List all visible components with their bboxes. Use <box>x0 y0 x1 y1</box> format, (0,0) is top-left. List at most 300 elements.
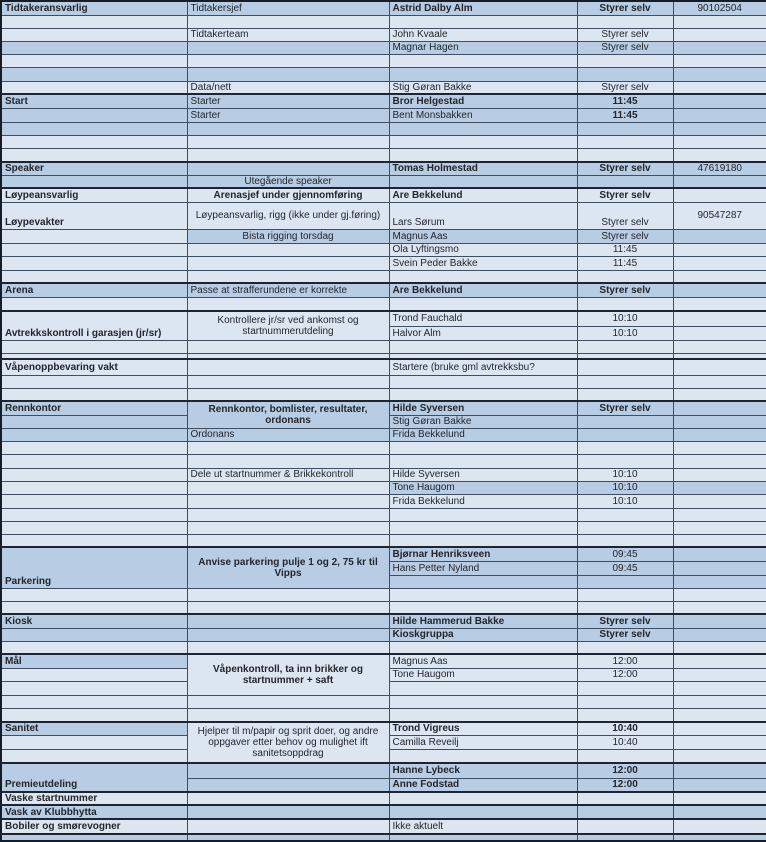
cell-r56-c1[interactable] <box>1 749 187 763</box>
cell-r10-c1[interactable] <box>1 122 187 135</box>
cell-r45-c3[interactable] <box>389 601 577 614</box>
cell-r14-c2[interactable]: Utegående speaker <box>187 175 389 188</box>
cell-r53-c5[interactable] <box>673 708 766 722</box>
cell-r30-c1[interactable]: Rennkontor <box>1 401 187 415</box>
cell-r31-c1[interactable] <box>1 415 187 428</box>
cell-r19-c1[interactable] <box>1 256 187 270</box>
cell-r12-c1[interactable] <box>1 148 187 162</box>
cell-r40-c5[interactable] <box>673 534 766 547</box>
cell-r20-c2[interactable] <box>187 270 389 283</box>
cell-r20-c3[interactable] <box>389 270 577 283</box>
cell-r47-c4[interactable]: Styrer selv <box>577 628 673 641</box>
cell-r43-c3[interactable] <box>389 575 577 588</box>
cell-r17-c2[interactable]: Bista rigging torsdag <box>187 229 389 243</box>
table-row <box>1 135 766 148</box>
cell-r54-c5[interactable] <box>673 722 766 735</box>
cell-r19-c2[interactable] <box>187 256 389 270</box>
cell-r51-c1[interactable] <box>1 681 187 695</box>
cell-r24-c4[interactable]: 10:10 <box>577 326 673 340</box>
cell-r1-c1[interactable]: Tidtakeransvarlig <box>1 1 187 15</box>
cell-r48-c2[interactable] <box>187 641 389 654</box>
cell-r18-c1[interactable] <box>1 243 187 256</box>
cell-r4-c5[interactable] <box>673 41 766 54</box>
cell-r15-c2[interactable]: Arenasjef under gjennomføring <box>187 188 389 202</box>
cell-r49-c5[interactable] <box>673 654 766 668</box>
cell-r47-c5[interactable] <box>673 628 766 641</box>
cell-r8-c4[interactable]: 11:45 <box>577 94 673 108</box>
cell-r39-c5[interactable] <box>673 521 766 534</box>
table-row <box>1 508 766 521</box>
cell-r19-c4[interactable]: 11:45 <box>577 256 673 270</box>
cell-r24-c5[interactable] <box>673 326 766 340</box>
cell-r53-c1[interactable] <box>1 708 187 722</box>
cell-r11-c1[interactable] <box>1 135 187 148</box>
cell-r32-c3[interactable]: Frida Bekkelund <box>389 428 577 441</box>
cell-r39-c3[interactable] <box>389 521 577 534</box>
cell-r51-c4[interactable] <box>577 681 673 695</box>
cell-r2-c3[interactable] <box>389 15 577 28</box>
cell-r6-c5[interactable] <box>673 67 766 81</box>
cell-r17-c1[interactable] <box>1 229 187 243</box>
cell-r34-c1[interactable] <box>1 454 187 468</box>
cell-r13-c1[interactable]: Speaker <box>1 162 187 175</box>
cell-r21-c1[interactable]: Arena <box>1 283 187 297</box>
cell-r48-c1[interactable] <box>1 641 187 654</box>
cell-r57-c5[interactable] <box>673 763 766 778</box>
cell-r16-c5[interactable]: 90547287 <box>673 202 766 229</box>
cell-r35-c1[interactable] <box>1 468 187 481</box>
cell-r29-c5[interactable] <box>673 388 766 401</box>
cell-r37-c5[interactable] <box>673 494 766 508</box>
cell-r12-c4[interactable] <box>577 148 673 162</box>
cell-r7-c3[interactable]: Stig Gøran Bakke <box>389 81 577 94</box>
cell-r2-c4[interactable] <box>577 15 673 28</box>
cell-r15-c1[interactable]: Løypeansvarlig <box>1 188 187 202</box>
cell-r40-c3[interactable] <box>389 534 577 547</box>
cell-r10-c3[interactable] <box>389 122 577 135</box>
cell-r8-c5[interactable] <box>673 94 766 108</box>
cell-r27-c1[interactable]: Våpenoppbevaring vakt <box>1 359 187 375</box>
cell-r6-c3[interactable] <box>389 67 577 81</box>
cell-r29-c2[interactable] <box>187 388 389 401</box>
cell-r14-c4[interactable] <box>577 175 673 188</box>
cell-r35-c3[interactable]: Hilde Syversen <box>389 468 577 481</box>
cell-r59-c2[interactable] <box>187 792 389 805</box>
cell-r56-c4[interactable] <box>577 749 673 763</box>
cell-r28-c3[interactable] <box>389 375 577 388</box>
cell-r6-c1[interactable] <box>1 67 187 81</box>
cell-r37-c1[interactable] <box>1 494 187 508</box>
cell-r39-c1[interactable] <box>1 521 187 534</box>
cell-r61-c4[interactable] <box>577 819 673 834</box>
cell-r47-c2[interactable] <box>187 628 389 641</box>
cell-r49-c1[interactable]: Mål <box>1 654 187 668</box>
cell-r1-c2[interactable]: Tidtakersjef <box>187 1 389 15</box>
cell-r34-c2[interactable] <box>187 454 389 468</box>
cell-r18-c2[interactable] <box>187 243 389 256</box>
table-row <box>1 763 766 778</box>
cell-r37-c2[interactable] <box>187 494 389 508</box>
cell-r33-c4[interactable] <box>577 441 673 454</box>
cell-r21-c5[interactable] <box>673 283 766 297</box>
cell-r28-c1[interactable] <box>1 375 187 388</box>
cell-r19-c5[interactable] <box>673 256 766 270</box>
cell-r36-c4[interactable]: 10:10 <box>577 481 673 494</box>
cell-r33-c2[interactable] <box>187 441 389 454</box>
cell-r29-c1[interactable] <box>1 388 187 401</box>
cell-r8-c2[interactable]: Starter <box>187 94 389 108</box>
cell-r60-c3[interactable] <box>389 805 577 819</box>
cell-r38-c3[interactable] <box>389 508 577 521</box>
cell-r4-c3[interactable]: Magnar Hagen <box>389 41 577 54</box>
cell-r52-c4[interactable] <box>577 695 673 708</box>
cell-r38-c2[interactable] <box>187 508 389 521</box>
table-row <box>1 67 766 81</box>
cell-r6-c4[interactable] <box>577 67 673 81</box>
cell-r17-c4[interactable]: Styrer selv <box>577 229 673 243</box>
cell-r12-c5[interactable] <box>673 148 766 162</box>
cell-r27-c3[interactable]: Startere (bruke gml avtrekksbu? <box>389 359 577 375</box>
cell-r12-c2[interactable] <box>187 148 389 162</box>
cell-r30-c2[interactable]: Rennkontor, bomlister, resultater, ordonans <box>187 401 389 428</box>
cell-r57-c4[interactable]: 12:00 <box>577 763 673 778</box>
cell-r45-c4[interactable] <box>577 601 673 614</box>
cell-r16-c1[interactable]: Løypevakter <box>1 202 187 229</box>
cell-r33-c3[interactable] <box>389 441 577 454</box>
cell-r55-c3[interactable]: Camilla Reveilj <box>389 735 577 749</box>
cell-r46-c3[interactable]: Hilde Hammerud Bakke <box>389 614 577 628</box>
cell-r57-c1[interactable]: Premieutdeling <box>1 763 187 792</box>
cell-r36-c3[interactable]: Tone Haugom <box>389 481 577 494</box>
cell-r54-c1[interactable]: Sanitet <box>1 722 187 735</box>
cell-r23-c2[interactable]: Kontrollere jr/sr ved ankomst og startnummerutdeling <box>187 311 389 340</box>
cell-r11-c2[interactable] <box>187 135 389 148</box>
cell-r57-c3[interactable]: Hanne Lybeck <box>389 763 577 778</box>
cell-r28-c4[interactable] <box>577 375 673 388</box>
cell-r55-c1[interactable] <box>1 735 187 749</box>
cell-r29-c4[interactable] <box>577 388 673 401</box>
cell-r3-c3[interactable]: John Kvaale <box>389 28 577 41</box>
cell-r45-c1[interactable] <box>1 601 187 614</box>
cell-r52-c5[interactable] <box>673 695 766 708</box>
cell-r60-c1[interactable]: Vask av Klubbhytta <box>1 805 187 819</box>
cell-r33-c5[interactable] <box>673 441 766 454</box>
cell-r24-c3[interactable]: Halvor Alm <box>389 326 577 340</box>
cell-r5-c1[interactable] <box>1 54 187 67</box>
cell-r23-c4[interactable]: 10:10 <box>577 311 673 326</box>
cell-r46-c2[interactable] <box>187 614 389 628</box>
cell-r38-c4[interactable] <box>577 508 673 521</box>
cell-r48-c5[interactable] <box>673 641 766 654</box>
cell-r53-c3[interactable] <box>389 708 577 722</box>
cell-r25-c3[interactable] <box>389 340 577 353</box>
cell-r58-c2[interactable] <box>187 778 389 792</box>
cell-r46-c1[interactable]: Kiosk <box>1 614 187 628</box>
cell-r42-c4[interactable]: 09:45 <box>577 561 673 575</box>
cell-r22-c1[interactable] <box>1 297 187 311</box>
cell-r50-c5[interactable] <box>673 668 766 681</box>
cell-r60-c4[interactable] <box>577 805 673 819</box>
cell-r5-c3[interactable] <box>389 54 577 67</box>
cell-r9-c5[interactable] <box>673 108 766 122</box>
cell-r61-c3[interactable]: Ikke aktuelt <box>389 819 577 834</box>
cell-r27-c4[interactable] <box>577 359 673 375</box>
cell-r44-c5[interactable] <box>673 588 766 601</box>
cell-r4-c4[interactable]: Styrer selv <box>577 41 673 54</box>
cell-r13-c5[interactable]: 47619180 <box>673 162 766 175</box>
cell-r5-c4[interactable] <box>577 54 673 67</box>
cell-r60-c5[interactable] <box>673 805 766 819</box>
table-row <box>1 441 766 454</box>
cell-r9-c1[interactable] <box>1 108 187 122</box>
cell-r42-c5[interactable] <box>673 561 766 575</box>
cell-r18-c3[interactable]: Ola Lyftingsmo <box>389 243 577 256</box>
cell-r45-c2[interactable] <box>187 601 389 614</box>
cell-r20-c5[interactable] <box>673 270 766 283</box>
cell-r49-c3[interactable]: Magnus Aas <box>389 654 577 668</box>
cell-r15-c5[interactable] <box>673 188 766 202</box>
cell-r3-c4[interactable]: Styrer selv <box>577 28 673 41</box>
cell-r28-c2[interactable] <box>187 375 389 388</box>
cell-r43-c5[interactable] <box>673 575 766 588</box>
cell-r14-c5[interactable] <box>673 175 766 188</box>
cell-r27-c2[interactable] <box>187 359 389 375</box>
cell-r54-c4[interactable]: 10:40 <box>577 722 673 735</box>
cell-r56-c5[interactable] <box>673 749 766 763</box>
cell-r44-c3[interactable] <box>389 588 577 601</box>
cell-r13-c4[interactable]: Styrer selv <box>577 162 673 175</box>
cell-r6-c2[interactable] <box>187 67 389 81</box>
cell-r21-c2[interactable]: Passe at strafferundene er korrekte <box>187 283 389 297</box>
cell-r28-c5[interactable] <box>673 375 766 388</box>
cell-r16-c4[interactable]: Styrer selv <box>577 202 673 229</box>
cell-r34-c4[interactable] <box>577 454 673 468</box>
cell-r30-c5[interactable] <box>673 401 766 415</box>
cell-r30-c4[interactable]: Styrer selv <box>577 401 673 415</box>
cell-r10-c2[interactable] <box>187 122 389 135</box>
cell-r10-c5[interactable] <box>673 122 766 135</box>
cell-r54-c2[interactable]: Hjelper til m/papir og sprit doer, og andre oppgaver etter behov og mulighet ift sanitetsoppdrag <box>187 722 389 763</box>
cell-r47-c1[interactable] <box>1 628 187 641</box>
cell-r56-c3[interactable] <box>389 749 577 763</box>
cell-r42-c3[interactable]: Hans Petter Nyland <box>389 561 577 575</box>
cell-r44-c4[interactable] <box>577 588 673 601</box>
cell-r57-c2[interactable] <box>187 763 389 778</box>
cell-r40-c1[interactable] <box>1 534 187 547</box>
cell-r37-c3[interactable]: Frida Bekkelund <box>389 494 577 508</box>
cell-r3-c5[interactable] <box>673 28 766 41</box>
cell-r22-c5[interactable] <box>673 297 766 311</box>
cell-r60-c2[interactable] <box>187 805 389 819</box>
cell-r31-c3[interactable]: Stig Gøran Bakke <box>389 415 577 428</box>
table-row <box>1 792 766 805</box>
cell-r44-c2[interactable] <box>187 588 389 601</box>
cell-r59-c4[interactable] <box>577 792 673 805</box>
cell-r34-c3[interactable] <box>389 454 577 468</box>
cell-r52-c3[interactable] <box>389 695 577 708</box>
cell-r5-c5[interactable] <box>673 54 766 67</box>
cell-r17-c5[interactable] <box>673 229 766 243</box>
cell-r32-c4[interactable] <box>577 428 673 441</box>
cell-r10-c4[interactable] <box>577 122 673 135</box>
cell-r22-c2[interactable] <box>187 297 389 311</box>
cell-r59-c1[interactable]: Vaske startnummer <box>1 792 187 805</box>
cell-r35-c4[interactable]: 10:10 <box>577 468 673 481</box>
cell-r22-c4[interactable] <box>577 297 673 311</box>
cell-r53-c4[interactable] <box>577 708 673 722</box>
cell-r14-c1[interactable] <box>1 175 187 188</box>
cell-r8-c1[interactable]: Start <box>1 94 187 108</box>
cell-r33-c1[interactable] <box>1 441 187 454</box>
cell-r52-c1[interactable] <box>1 695 187 708</box>
cell-r61-c2[interactable] <box>187 819 389 834</box>
cell-r2-c1[interactable] <box>1 15 187 28</box>
cell-r11-c5[interactable] <box>673 135 766 148</box>
cell-r36-c5[interactable] <box>673 481 766 494</box>
cell-r25-c1[interactable] <box>1 340 187 353</box>
cell-r61-c5[interactable] <box>673 819 766 834</box>
cell-r48-c3[interactable] <box>389 641 577 654</box>
cell-r39-c4[interactable] <box>577 521 673 534</box>
cell-r25-c2[interactable] <box>187 340 389 353</box>
cell-r9-c2[interactable]: Starter <box>187 108 389 122</box>
cell-r3-c1[interactable] <box>1 28 187 41</box>
cell-r49-c4[interactable]: 12:00 <box>577 654 673 668</box>
cell-r41-c4[interactable]: 09:45 <box>577 547 673 561</box>
cell-r44-c1[interactable] <box>1 588 187 601</box>
cell-r46-c4[interactable]: Styrer selv <box>577 614 673 628</box>
cell-r29-c3[interactable] <box>389 388 577 401</box>
cell-r31-c4[interactable] <box>577 415 673 428</box>
cell-r38-c1[interactable] <box>1 508 187 521</box>
cell-r18-c5[interactable] <box>673 243 766 256</box>
cell-r41-c5[interactable] <box>673 547 766 561</box>
cell-r7-c2[interactable]: Data/nett <box>187 81 389 94</box>
cell-r7-c4[interactable]: Styrer selv <box>577 81 673 94</box>
cell-r31-c5[interactable] <box>673 415 766 428</box>
cell-r58-c4[interactable]: 12:00 <box>577 778 673 792</box>
cell-r41-c2[interactable]: Anvise parkering pulje 1 og 2, 75 kr til Vipps <box>187 547 389 588</box>
cell-r52-c2[interactable] <box>187 695 389 708</box>
cell-r21-c4[interactable]: Styrer selv <box>577 283 673 297</box>
cell-r8-c3[interactable]: Bror Helgestad <box>389 94 577 108</box>
cell-r36-c1[interactable] <box>1 481 187 494</box>
cell-r45-c5[interactable] <box>673 601 766 614</box>
cell-r4-c2[interactable] <box>187 41 389 54</box>
cell-r55-c4[interactable]: 10:40 <box>577 735 673 749</box>
cell-r2-c2[interactable] <box>187 15 389 28</box>
cell-r53-c2[interactable] <box>187 708 389 722</box>
cell-r12-c3[interactable] <box>389 148 577 162</box>
cell-r15-c3[interactable]: Are Bekkelund <box>389 188 577 202</box>
cell-r36-c2[interactable] <box>187 481 389 494</box>
cell-r18-c4[interactable]: 11:45 <box>577 243 673 256</box>
cell-r35-c2[interactable]: Dele ut startnummer & Brikkekontroll <box>187 468 389 481</box>
cell-r5-c2[interactable] <box>187 54 389 67</box>
cell-r20-c1[interactable] <box>1 270 187 283</box>
cell-r19-c3[interactable]: Svein Peder Bakke <box>389 256 577 270</box>
cell-r17-c3[interactable]: Magnus Aas <box>389 229 577 243</box>
cell-r46-c5[interactable] <box>673 614 766 628</box>
cell-r9-c3[interactable]: Bent Monsbakken <box>389 108 577 122</box>
cell-r16-c3[interactable]: Lars Sørum <box>389 202 577 229</box>
cell-r20-c4[interactable] <box>577 270 673 283</box>
cell-r54-c3[interactable]: Trond Vigreus <box>389 722 577 735</box>
cell-r2-c5[interactable] <box>673 15 766 28</box>
cell-r25-c5[interactable] <box>673 340 766 353</box>
cell-r7-c1[interactable] <box>1 81 187 94</box>
cell-r23-c1[interactable]: Avtrekkskontroll i garasjen (jr/sr) <box>1 311 187 340</box>
cell-r1-c3[interactable]: Astrid Dalby Alm <box>389 1 577 15</box>
cell-r1-c5[interactable]: 90102504 <box>673 1 766 15</box>
table-row <box>1 819 766 834</box>
cell-r51-c5[interactable] <box>673 681 766 695</box>
cell-r34-c5[interactable] <box>673 454 766 468</box>
cell-r11-c3[interactable] <box>389 135 577 148</box>
cell-r58-c5[interactable] <box>673 778 766 792</box>
cell-r32-c5[interactable] <box>673 428 766 441</box>
cell-r23-c5[interactable] <box>673 311 766 326</box>
cell-r22-c3[interactable] <box>389 297 577 311</box>
table-row <box>1 202 766 229</box>
cell-r15-c4[interactable]: Styrer selv <box>577 188 673 202</box>
cell-r13-c2[interactable] <box>187 162 389 175</box>
cell-r43-c4[interactable] <box>577 575 673 588</box>
cell-r59-c5[interactable] <box>673 792 766 805</box>
table-row <box>1 547 766 561</box>
cell-r55-c5[interactable] <box>673 735 766 749</box>
cell-r61-c1[interactable]: Bobiler og smørevogner <box>1 819 187 834</box>
cell-r58-c3[interactable]: Anne Fodstad <box>389 778 577 792</box>
cell-r50-c4[interactable]: 12:00 <box>577 668 673 681</box>
cell-r48-c4[interactable] <box>577 641 673 654</box>
cell-r38-c5[interactable] <box>673 508 766 521</box>
cell-r1-c4[interactable]: Styrer selv <box>577 1 673 15</box>
cell-r30-c3[interactable]: Hilde Syversen <box>389 401 577 415</box>
cell-r21-c3[interactable]: Are Bekkelund <box>389 283 577 297</box>
cell-r40-c2[interactable] <box>187 534 389 547</box>
cell-r39-c2[interactable] <box>187 521 389 534</box>
cell-r23-c3[interactable]: Trond Fauchald <box>389 311 577 326</box>
cell-r11-c4[interactable] <box>577 135 673 148</box>
cell-r16-c2[interactable]: Løypeansvarlig, rigg (ikke under gj.føring) <box>187 202 389 229</box>
cell-r7-c5[interactable] <box>673 81 766 94</box>
cell-r13-c3[interactable]: Tomas Holmestad <box>389 162 577 175</box>
table-row <box>1 81 766 94</box>
cell-r35-c5[interactable] <box>673 468 766 481</box>
cell-r41-c1[interactable]: Parkering <box>1 547 187 588</box>
cell-r41-c3[interactable]: Bjørnar Henriksveen <box>389 547 577 561</box>
cell-r14-c3[interactable] <box>389 175 577 188</box>
table-row <box>1 54 766 67</box>
cell-r4-c1[interactable] <box>1 41 187 54</box>
cell-r49-c2[interactable]: Våpenkontroll, ta inn brikker og startnummer + saft <box>187 654 389 695</box>
cell-r50-c1[interactable] <box>1 668 187 681</box>
cell-r47-c3[interactable]: Kioskgruppa <box>389 628 577 641</box>
cell-r50-c3[interactable]: Tone Haugom <box>389 668 577 681</box>
cell-r27-c5[interactable] <box>673 359 766 375</box>
cell-r32-c1[interactable] <box>1 428 187 441</box>
cell-r51-c3[interactable] <box>389 681 577 695</box>
cell-r25-c4[interactable] <box>577 340 673 353</box>
cell-r3-c2[interactable]: Tidtakerteam <box>187 28 389 41</box>
cell-r40-c4[interactable] <box>577 534 673 547</box>
cell-r37-c4[interactable]: 10:10 <box>577 494 673 508</box>
cell-r9-c4[interactable]: 11:45 <box>577 108 673 122</box>
cell-r59-c3[interactable] <box>389 792 577 805</box>
cell-r32-c2[interactable]: Ordonans <box>187 428 389 441</box>
table-row <box>1 428 766 441</box>
